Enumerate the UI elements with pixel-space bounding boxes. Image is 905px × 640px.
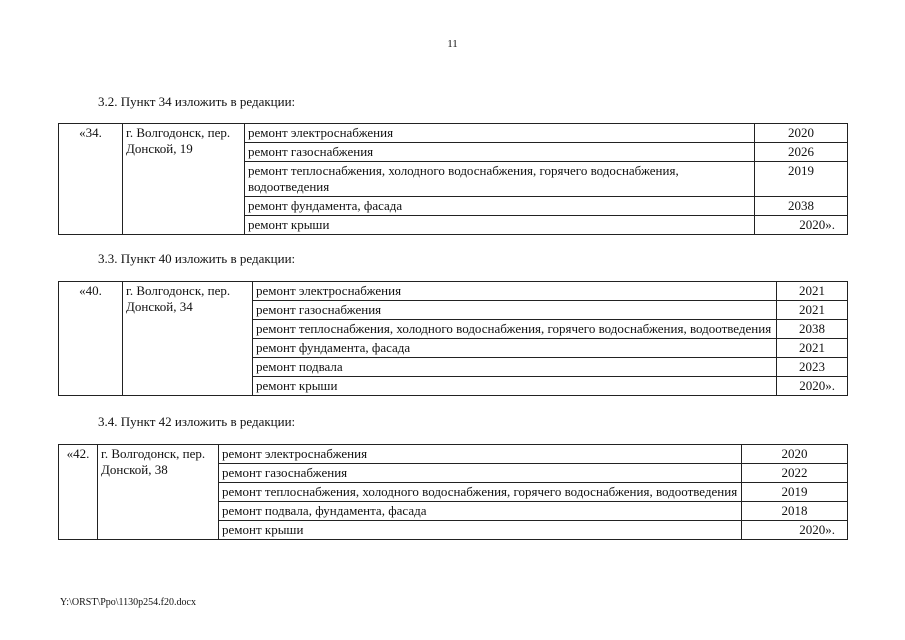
year-cell: 2019 [742,483,848,502]
work-cell: ремонт электроснабжения [253,282,777,301]
work-cell: ремонт крыши [219,521,742,540]
year-cell: 2020 [755,124,848,143]
amendment-table-40 [58,281,848,396]
year-cell: 2020». [755,216,848,235]
section-heading-3-4: 3.4. Пункт 42 изложить в редакции: [98,414,296,429]
work-cell: ремонт крыши [253,377,777,396]
section-heading-3-3: 3.3. Пункт 40 изложить в редакции: [98,251,296,266]
work-cell: ремонт фундамента, фасада [245,197,755,216]
year-cell: 2038 [777,320,848,339]
item-address: г. Волгодонск, пер. Донской, 34 [123,282,253,396]
year-cell: 2021 [777,339,848,358]
amendment-table-42 [58,444,848,540]
year-cell: 2020». [742,521,848,540]
year-cell: 2021 [777,301,848,320]
work-cell: ремонт газоснабжения [253,301,777,320]
work-cell: ремонт газоснабжения [245,143,755,162]
year-cell: 2021 [777,282,848,301]
table-row [59,445,848,464]
section-heading-3-2: 3.2. Пункт 34 изложить в редакции: [98,94,296,109]
work-cell: ремонт электроснабжения [245,124,755,143]
item-address: г. Волгодонск, пер. Донской, 38 [98,445,219,540]
item-number: «40. [59,282,123,396]
work-cell: ремонт теплоснабжения, холодного водоснабжения, горячего водоснабжения, водоотведения [245,162,755,197]
amendment-table-34 [58,123,848,235]
table-row [59,124,848,143]
page-number: 11 [447,38,458,50]
work-cell: ремонт фундамента, фасада [253,339,777,358]
work-cell: ремонт подвала, фундамента, фасада [219,502,742,521]
work-cell: ремонт электроснабжения [219,445,742,464]
year-cell: 2038 [755,197,848,216]
year-cell: 2022 [742,464,848,483]
work-cell: ремонт подвала [253,358,777,377]
year-cell: 2026 [755,143,848,162]
work-cell: ремонт газоснабжения [219,464,742,483]
file-path-footer: Y:\ORST\Ppo\1130p254.f20.docx [60,597,196,608]
work-cell: ремонт крыши [245,216,755,235]
work-cell: ремонт теплоснабжения, холодного водоснабжения, горячего водоснабжения, водоотведения [253,320,777,339]
year-cell: 2023 [777,358,848,377]
year-cell: 2019 [755,162,848,197]
year-cell: 2020 [742,445,848,464]
item-number: «34. [59,124,123,235]
year-cell: 2020». [777,377,848,396]
item-number: «42. [59,445,98,540]
year-cell: 2018 [742,502,848,521]
table-row [59,282,848,301]
work-cell: ремонт теплоснабжения, холодного водоснабжения, горячего водоснабжения, водоотведения [219,483,742,502]
item-address: г. Волгодонск, пер. Донской, 19 [123,124,245,235]
